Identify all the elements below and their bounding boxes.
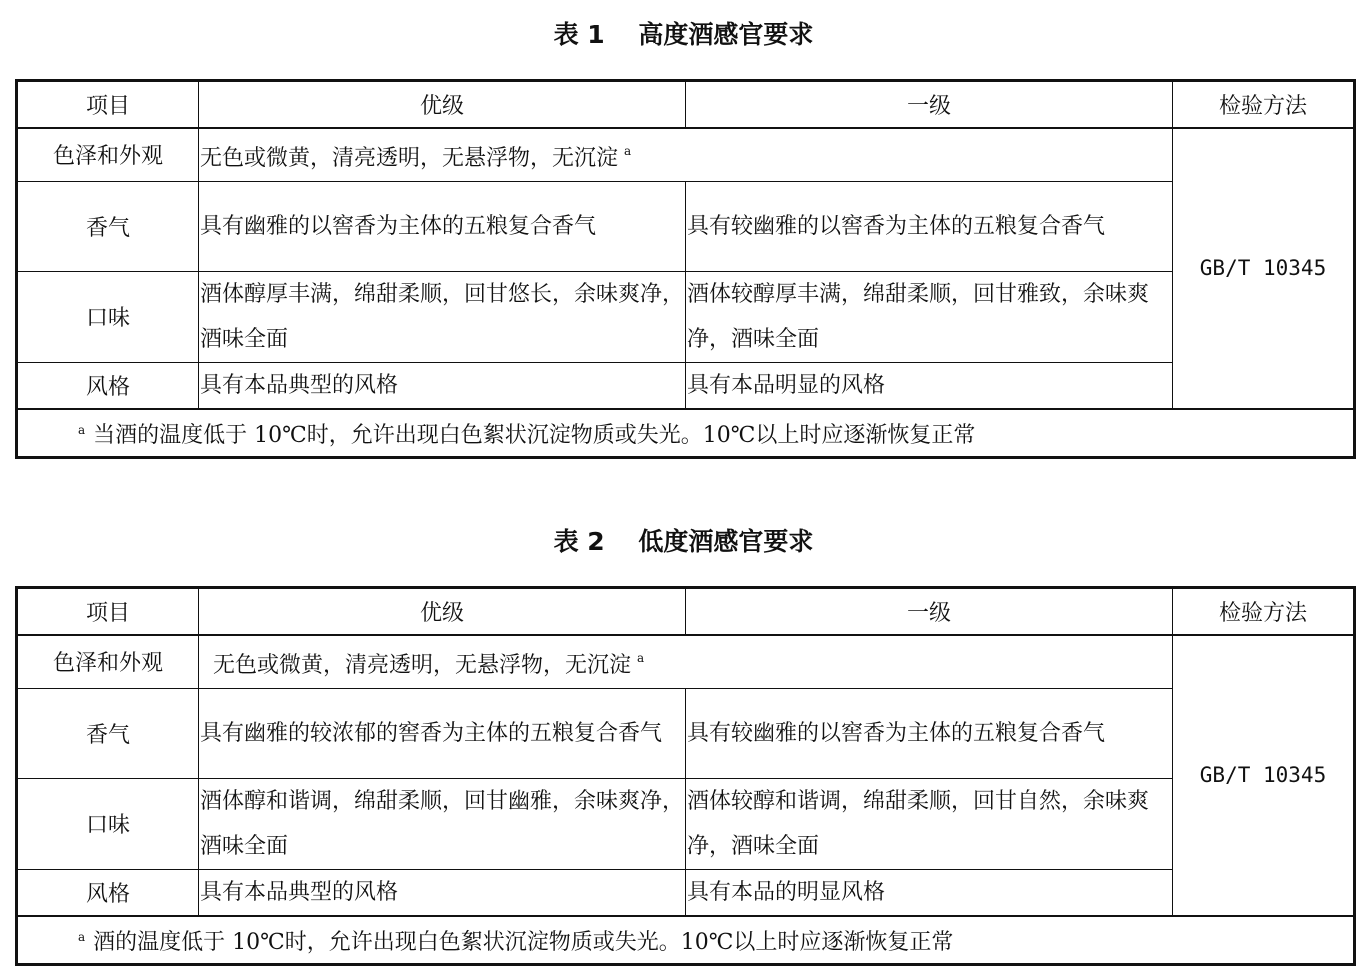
row-item-label: 香气 [17,688,199,778]
header-test-method: 检验方法 [1173,588,1355,635]
table1-row-color [17,128,1355,182]
table2-row-style [17,869,1355,916]
footnote-marker: a [78,422,86,437]
table2-row-aroma [17,688,1355,778]
header-test-method: 检验方法 [1173,81,1355,128]
header-item: 项目 [17,81,199,128]
row-item-label: 口味 [17,271,199,362]
header-premium: 优级 [199,588,686,635]
color-requirement-text: 无色或微黄，清亮透明，无悬浮物，无沉淀 [213,652,632,678]
header-first-grade: 一级 [686,588,1173,635]
footnote-text: 酒的温度低于 10℃时，允许出现白色絮状沉淀物质或失光。10℃以上时应逐渐恢复正常 [93,929,954,955]
color-requirement-cell [199,635,1173,689]
footnote-text: 当酒的温度低于 10℃时，允许出现白色絮状沉淀物质或失光。10℃以上时应逐渐恢复正常 [93,422,976,448]
table2-low-proof-sensory [15,586,1356,966]
footnote-marker: a [624,143,632,158]
table2-row-taste [17,778,1355,869]
premium-cell: 具有幽雅的以窖香为主体的五粮复合香气 [199,181,686,271]
table1-row-style [17,362,1355,409]
test-method-cell: GB/T 10345 [1173,128,1355,410]
row-item-label: 香气 [17,181,199,271]
table1-caption: 表 1 高度酒感官要求 [553,20,814,49]
first-grade-cell: 酒体较醇厚丰满，绵甜柔顺，回甘雅致，余味爽净，酒味全面 [686,271,1173,362]
row-item-label: 风格 [17,869,199,916]
footnote-marker: a [78,929,86,944]
first-grade-cell: 具有较幽雅的以窖香为主体的五粮复合香气 [686,688,1173,778]
header-first-grade: 一级 [686,81,1173,128]
table2-row-color [17,635,1355,689]
header-item: 项目 [17,588,199,635]
table2-header-row [17,588,1355,635]
table1-header-row [17,81,1355,128]
table2-caption: 表 2 低度酒感官要求 [553,527,814,556]
row-item-label: 色泽和外观 [17,128,199,182]
test-method-cell: GB/T 10345 [1173,635,1355,917]
first-grade-cell: 具有本品明显的风格 [686,362,1173,409]
footnote-cell [17,916,1355,965]
color-requirement-cell [199,128,1173,182]
premium-cell: 酒体醇和谐调，绵甜柔顺，回甘幽雅，余味爽净，酒味全面 [199,778,686,869]
first-grade-cell: 具有本品的明显风格 [686,869,1173,916]
row-item-label: 口味 [17,778,199,869]
table1-row-taste [17,271,1355,362]
footnote-cell [17,409,1355,458]
header-premium: 优级 [199,81,686,128]
first-grade-cell: 具有较幽雅的以窖香为主体的五粮复合香气 [686,181,1173,271]
premium-cell: 具有本品典型的风格 [199,869,686,916]
row-item-label: 色泽和外观 [17,635,199,689]
table1-footnote-row [17,409,1355,458]
premium-cell: 酒体醇厚丰满，绵甜柔顺，回甘悠长，余味爽净，酒味全面 [199,271,686,362]
footnote-marker: a [637,650,645,665]
color-requirement-text: 无色或微黄，清亮透明，无悬浮物，无沉淀 [200,145,619,171]
premium-cell: 具有幽雅的较浓郁的窖香为主体的五粮复合香气 [199,688,686,778]
first-grade-cell: 酒体较醇和谐调，绵甜柔顺，回甘自然，余味爽净，酒味全面 [686,778,1173,869]
table1-row-aroma [17,181,1355,271]
table1-high-proof-sensory [15,79,1356,459]
table2-footnote-row [17,916,1355,965]
premium-cell: 具有本品典型的风格 [199,362,686,409]
row-item-label: 风格 [17,362,199,409]
